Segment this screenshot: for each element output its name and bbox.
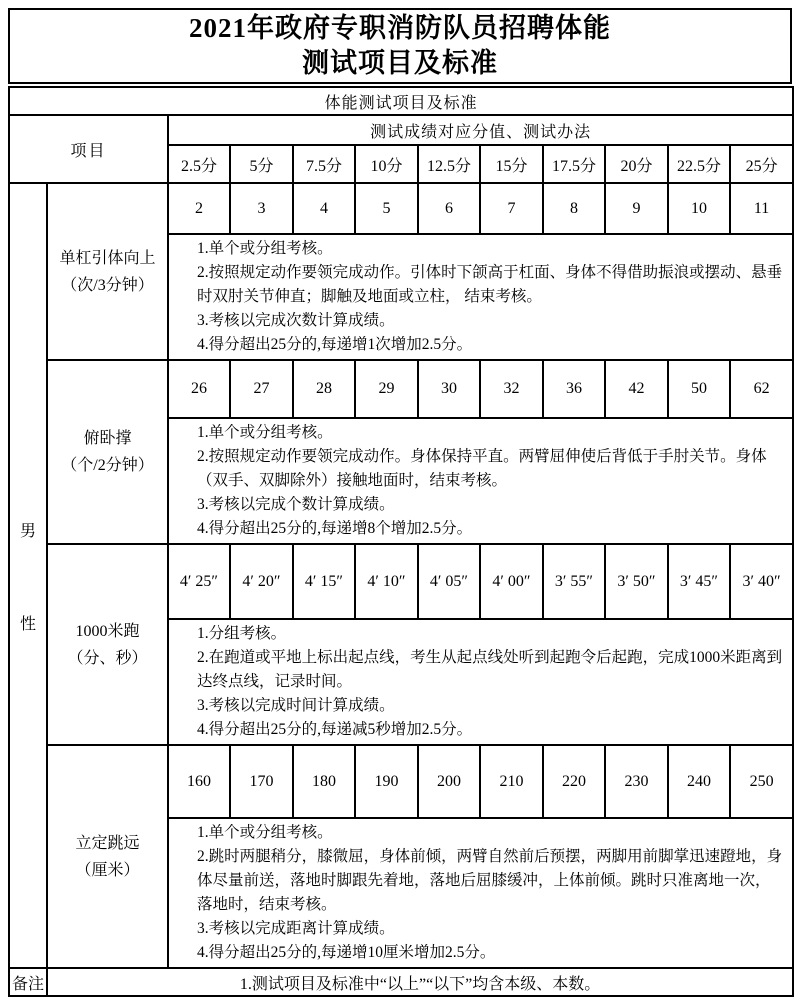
value-cell: 200 — [418, 745, 480, 818]
value-cell: 240 — [668, 745, 730, 818]
note-line: 1.单个或分组考核。 — [197, 424, 333, 441]
value-cell: 28 — [293, 360, 355, 418]
score-method-header-cell: 测试成绩对应分值、测试办法 — [168, 115, 793, 145]
project-header-cell: 项目 — [9, 115, 168, 183]
score-label-cell: 22.5分 — [668, 145, 730, 183]
value-cell: 160 — [168, 745, 230, 818]
gender-char-1: 男 — [19, 522, 36, 540]
value-cell: 62 — [730, 360, 793, 418]
notes-cell-pushups — [168, 418, 793, 544]
value-cell: 4 — [293, 183, 355, 234]
note-line: 2.在跑道或平地上标出起点线，考生从起点线处听到起跑令后起跑，完成1000米距离到达终点线，记录时间。 — [197, 649, 783, 690]
exercise-name-line-2: （分、秒） — [67, 649, 148, 667]
value-cell: 180 — [293, 745, 355, 818]
value-cell: 4′ 00″ — [480, 544, 543, 619]
value-cell: 3′ 45″ — [668, 544, 730, 619]
note-line: 2.按照规定动作要领完成动作。身体保持平直。两臂屈伸使后背低于手肘关节。身体（双手、双脚除外）接触地面时，结束考核。 — [197, 448, 767, 489]
note-line: 2.按照规定动作要领完成动作。引体时下颌高于杠面、身体不得借助振浪或摆动、悬垂时双肘关节伸直；脚触及地面或立柱， 结束考核。 — [197, 264, 783, 305]
score-label-cell: 12.5分 — [418, 145, 480, 183]
exercise-name-line-1: 单杠引体向上 — [59, 249, 156, 267]
note-line: 3.考核以完成次数计算成绩。 — [197, 312, 395, 329]
value-cell: 3′ 40″ — [730, 544, 793, 619]
exercise-name-run — [47, 544, 168, 745]
note-line: 3.考核以完成时间计算成绩。 — [197, 697, 395, 714]
remark-row — [9, 968, 793, 996]
notes-cell-pullups — [168, 234, 793, 360]
value-cell: 3 — [230, 183, 293, 234]
value-cell: 170 — [230, 745, 293, 818]
table-section-header: 体能测试项目及标准 — [9, 87, 793, 115]
value-cell: 230 — [605, 745, 668, 818]
document-title — [8, 8, 792, 84]
score-label-cell: 5分 — [230, 145, 293, 183]
note-line: 3.考核以完成个数计算成绩。 — [197, 496, 395, 513]
score-label-cell: 17.5分 — [543, 145, 605, 183]
value-cell: 220 — [543, 745, 605, 818]
exercise-name-jump — [47, 745, 168, 968]
exercise-name-line-1: 俯卧撑 — [83, 430, 132, 447]
value-cell: 4′ 05″ — [418, 544, 480, 619]
exercise-name-line-1: 立定跳远 — [75, 834, 140, 852]
note-line: 3.考核以完成距离计算成绩。 — [197, 920, 395, 937]
value-cell: 26 — [168, 360, 230, 418]
score-label-cell: 7.5分 — [293, 145, 355, 183]
value-cell: 42 — [605, 360, 668, 418]
value-cell: 3′ 55″ — [543, 544, 605, 619]
value-cell: 4′ 25″ — [168, 544, 230, 619]
value-cell: 29 — [355, 360, 418, 418]
value-cell: 8 — [543, 183, 605, 234]
remark-text-cell: 1.测试项目及标准中“以上”“以下”均含本级、本数。 — [47, 968, 793, 996]
value-cell: 10 — [668, 183, 730, 234]
gender-label — [10, 518, 46, 634]
value-cell: 210 — [480, 745, 543, 818]
notes-cell-run — [168, 619, 793, 745]
pullup-values-row — [9, 183, 793, 234]
exercise-name-line-1: 1000米跑 — [75, 622, 140, 640]
value-cell: 36 — [543, 360, 605, 418]
note-line: 4.得分超出25分的,每递增8个增加2.5分。 — [197, 520, 473, 537]
score-label-cell: 2.5分 — [168, 145, 230, 183]
remark-label-cell: 备注 — [9, 968, 47, 996]
notes-cell-jump — [168, 818, 793, 968]
value-cell: 32 — [480, 360, 543, 418]
value-cell: 30 — [418, 360, 480, 418]
exercise-name-pullups — [47, 183, 168, 360]
value-cell: 27 — [230, 360, 293, 418]
title-line-1: 2021年政府专职消防队员招聘体能 — [189, 13, 611, 43]
note-line: 4.得分超出25分的,每递增1次增加2.5分。 — [197, 336, 473, 353]
note-line: 4.得分超出25分的,每递增10厘米增加2.5分。 — [197, 944, 496, 961]
gender-char-2: 性 — [19, 615, 36, 633]
exercise-name-line-2: （个/2分钟） — [61, 457, 154, 474]
value-cell: 50 — [668, 360, 730, 418]
value-cell: 7 — [480, 183, 543, 234]
value-cell: 3′ 50″ — [605, 544, 668, 619]
score-label-cell: 20分 — [605, 145, 668, 183]
note-line: 1.单个或分组考核。 — [197, 240, 333, 257]
gender-column-cell — [9, 183, 47, 968]
exercise-name-pushups — [47, 360, 168, 544]
pushup-values-row — [9, 360, 793, 418]
value-cell: 250 — [730, 745, 793, 818]
value-cell: 6 — [418, 183, 480, 234]
score-label-cell: 10分 — [355, 145, 418, 183]
jump-values-row — [9, 745, 793, 818]
title-line-2: 测试项目及标准 — [302, 48, 498, 78]
value-cell: 2 — [168, 183, 230, 234]
value-cell: 4′ 10″ — [355, 544, 418, 619]
score-label-cell: 25分 — [730, 145, 793, 183]
fitness-standards-table — [8, 86, 794, 997]
note-line: 1.单个或分组考核。 — [197, 824, 333, 841]
note-line: 4.得分超出25分的,每递减5秒增加2.5分。 — [197, 721, 473, 738]
exercise-name-line-2: （厘米） — [75, 861, 140, 879]
run-values-row — [9, 544, 793, 619]
note-line: 1.分组考核。 — [197, 625, 287, 642]
note-line: 2.跳时两腿稍分，膝微屈，身体前倾，两臂自然前后预摆，两脚用前脚掌迅速蹬地，身体尽量前送，落地时脚跟先着地，落地后屈膝缓冲，上体前倾。跳时只准离地一次，落地时，结束考核。 — [197, 848, 783, 913]
value-cell: 11 — [730, 183, 793, 234]
score-label-cell: 15分 — [480, 145, 543, 183]
value-cell: 4′ 20″ — [230, 544, 293, 619]
value-cell: 4′ 15″ — [293, 544, 355, 619]
exercise-name-line-2: （次/3分钟） — [61, 276, 154, 294]
value-cell: 9 — [605, 183, 668, 234]
value-cell: 5 — [355, 183, 418, 234]
value-cell: 190 — [355, 745, 418, 818]
